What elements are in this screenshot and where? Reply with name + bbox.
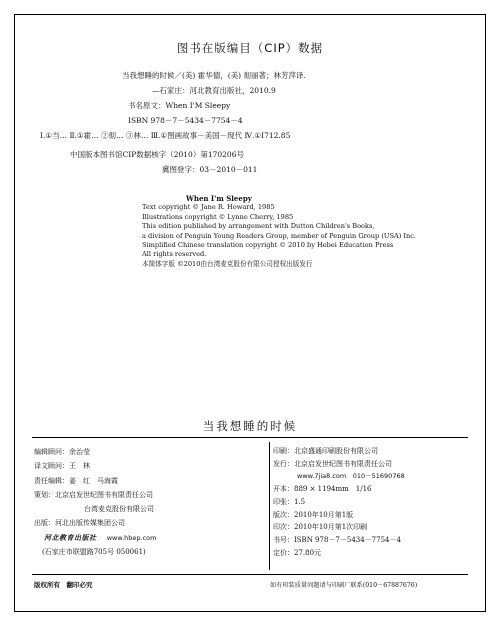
- column-divider: [269, 442, 270, 570]
- credit-row: [273, 483, 483, 496]
- credit-row: [273, 496, 483, 509]
- english-copyright-block: [142, 194, 482, 269]
- credit-value: 姜 红 马海霞: [69, 476, 118, 485]
- cip-line: Ⅰ.①当… Ⅱ.①霍… ②彻… ③林… Ⅲ.①图画故事－美国－现代 Ⅳ.①I712.85: [40, 131, 291, 140]
- credit-row: [34, 502, 269, 516]
- cip-line: 中国版本图书馆CIP数据核字（2010）第170206号: [70, 150, 244, 159]
- credit-label: 书号：: [273, 535, 294, 544]
- credit-row: [34, 445, 269, 459]
- credit-value: 2010年10月第1版: [294, 510, 354, 519]
- credit-row: [34, 545, 269, 559]
- credit-value: 河北出版传媒集团公司: [55, 519, 125, 528]
- credit-value: 北京启发世纪图书有限责任公司: [294, 459, 392, 468]
- cip-line: 当我想睡的时候／(美) 霍华德，(美) 彻丽著；林芳萍译.: [122, 71, 306, 80]
- copyright-line: Illustrations copyright © Lynne Cherry, 1985: [142, 212, 294, 221]
- credit-row: [273, 470, 483, 483]
- credit-value: 北京启发世纪图书有限责任公司: [55, 490, 153, 499]
- credit-label: 编辑顾问：: [34, 448, 69, 456]
- credit-value: ISBN 978－7－5434－7754－4: [294, 535, 401, 544]
- credit-value: 台湾麦克股份有限公司: [84, 505, 154, 514]
- divider: [32, 437, 468, 438]
- credit-label: 开本：: [273, 485, 294, 494]
- publisher-address: (石家庄市联盟路705号 050061): [42, 548, 146, 557]
- credit-value: 2010年10月第1次印刷: [294, 523, 368, 532]
- credit-label: 责任编辑：: [34, 476, 69, 485]
- credit-row: [34, 474, 269, 488]
- copyright-line: All rights reserved.: [142, 250, 207, 259]
- credit-value: 889 × 1194mm 1/16: [294, 485, 372, 494]
- divider: [32, 574, 468, 575]
- credit-row: [34, 516, 269, 530]
- cip-line: 冀图登字：03－2010－011: [162, 165, 258, 174]
- credit-label: 出版：: [34, 519, 55, 528]
- credit-row: [273, 445, 483, 458]
- cip-title: 图书在版编目（CIP）数据: [176, 41, 324, 55]
- credit-label: 印张：: [273, 497, 294, 506]
- cip-line: —石家庄：河北教育出版社，2010.9: [152, 86, 276, 95]
- credit-label: 定价：: [273, 548, 294, 557]
- copyright-line: This edition published by arrangement with Dutton Children's Books,: [142, 222, 375, 231]
- credits-right: [273, 445, 483, 559]
- cip-line: ISBN 978－7－5434－7754－4: [128, 116, 243, 125]
- copyright-line: 本简体字版 ©2010由台湾麦克股份有限公司授权出版发行: [142, 259, 313, 268]
- cip-data-block: [40, 68, 470, 177]
- credit-label: 译文顾问：: [34, 462, 69, 471]
- credit-label: 策划：: [34, 490, 55, 499]
- book-title: 当我想睡的时候: [202, 419, 298, 433]
- credit-row: [273, 534, 483, 547]
- credits-left: [34, 445, 269, 559]
- copyright-title: When I'm Sleepy: [186, 194, 252, 203]
- credit-label: 版次：: [273, 510, 294, 519]
- publisher-logo-text: 河北教育出版社: [44, 532, 97, 542]
- credit-label: 发行：: [273, 459, 294, 468]
- publisher-url: www.hbep.com: [106, 533, 157, 542]
- copyright-line: a division of Penguin Young Readers Group, member of Penguin Group (USA) Inc.: [142, 231, 417, 240]
- credit-value: 27.80元: [294, 548, 322, 557]
- distributor-contact: www.7jia8.com 010－51690768: [297, 472, 405, 481]
- cip-line: 书名原文：When I'M Sleepy: [128, 101, 231, 110]
- credit-row: [273, 509, 483, 522]
- credit-label: 印刷：: [273, 447, 294, 455]
- quality-contact-notice: 如有印装质量问题请与印刷厂联系(010－67887676): [270, 582, 418, 589]
- copyright-line: Simplified Chinese translation copyright © 2010 by Hebei Education Press: [142, 241, 394, 250]
- credit-value: 1.5: [294, 497, 306, 506]
- rights-notice: 版权所有 翻印必究: [34, 581, 93, 589]
- copyright-line: Text copyright © Jane R. Howard, 1985: [142, 203, 275, 212]
- credit-value: 王 林: [69, 462, 90, 471]
- credit-row: [273, 521, 483, 534]
- credit-row: [34, 459, 269, 473]
- credit-row: [273, 458, 483, 471]
- credit-row: [34, 488, 269, 502]
- credit-label: 印次：: [273, 523, 294, 532]
- credit-value: 北京盛通印刷股份有限公司: [294, 447, 378, 455]
- credit-row: [273, 547, 483, 560]
- credit-value: 余治莹: [69, 448, 90, 456]
- credit-row: [34, 531, 269, 545]
